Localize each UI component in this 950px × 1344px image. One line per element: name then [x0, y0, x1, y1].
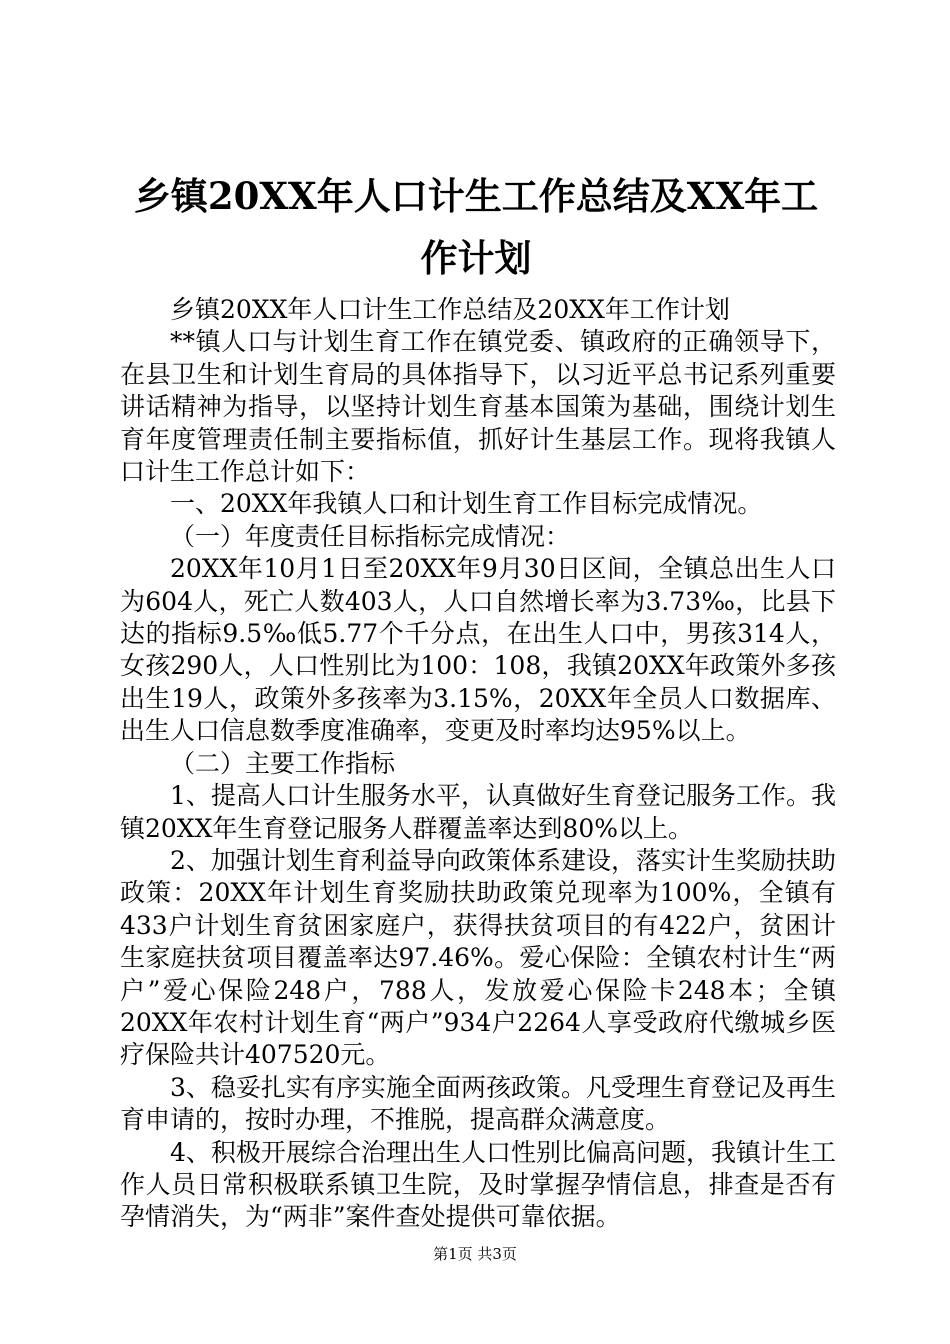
page-number: 第1页 共3页: [433, 1245, 517, 1263]
paragraph-intro: **镇人口与计划生育工作在镇党委、镇政府的正确领导下，在县卫生和计划生育局的具体指导下，以习近平总书记系列重要讲话精神为指导，以坚持计划生育基本国策为基础，围绕计划生育年度管理责任制主要指标值，抓好计生基层工作。现将我镇人口计生工作总计如下：: [120, 327, 836, 487]
document-body: [120, 294, 836, 1234]
paragraph-subtitle: 乡镇20XX年人口计生工作总结及20XX年工作计划: [170, 295, 730, 324]
paragraph-statistics: 20XX年10月1日至20XX年9月30日区间，全镇总出生人口为604人，死亡人数403人，人口自然增长率为3.73‰，比县下达的指标9.5‰低5.77个千分点，在出生人口中，男孩314人，女孩290人，人口性别比为100：108，我镇20XX年政策外多孩出生19人，政策外多孩率为3.15%，20XX年全员人口数据库、出生人口信息数季度准确率，变更及时率均达95%以上。: [120, 554, 836, 746]
section-heading-1: 一、20XX年我镇人口和计划生育工作目标完成情况。: [170, 489, 763, 519]
subsection-heading-1: （一）年度责任目标指标完成情况：: [170, 521, 571, 551]
paragraph-item-4: 4、积极开展综合治理出生人口性别比偏高问题，我镇计生工作人员日常积极联系镇卫生院，及时掌握孕情信息，排查是否有孕情消失，为“两非”案件查处提供可靠依据。: [120, 1137, 836, 1232]
paragraph-item-3: 3、稳妥扎实有序实施全面两孩政策。凡受理生育登记及再生育申请的，按时办理，不推脱，提高群众满意度。: [120, 1072, 836, 1135]
page-footer: [0, 1244, 950, 1264]
paragraph-item-2: 2、加强计划生育利益导向政策体系建设，落实计生奖励扶助政策：20XX年计划生育奖励扶助政策兑现率为100%，全镇有433户计划生育贫困家庭户，获得扶贫项目的有422户，贫困计生家庭扶贫项目覆盖率达97.46%。爱心保险：全镇农村计生“两户”爱心保险248户，788人，发放爱心保险卡248本；全镇20XX年农村计划生育“两户”934户2264人享受政府代缴城乡医疗保险共计407520元。: [120, 845, 836, 1070]
subsection-heading-2: （二）主要工作指标: [170, 748, 396, 778]
paragraph-item-1: 1、提高人口计生服务水平，认真做好生育登记服务工作。我镇20XX年生育登记服务人群覆盖率达到80%以上。: [120, 781, 836, 843]
document-title: 乡镇20XX年人口计生工作总结及XX年工作计划: [133, 174, 819, 280]
